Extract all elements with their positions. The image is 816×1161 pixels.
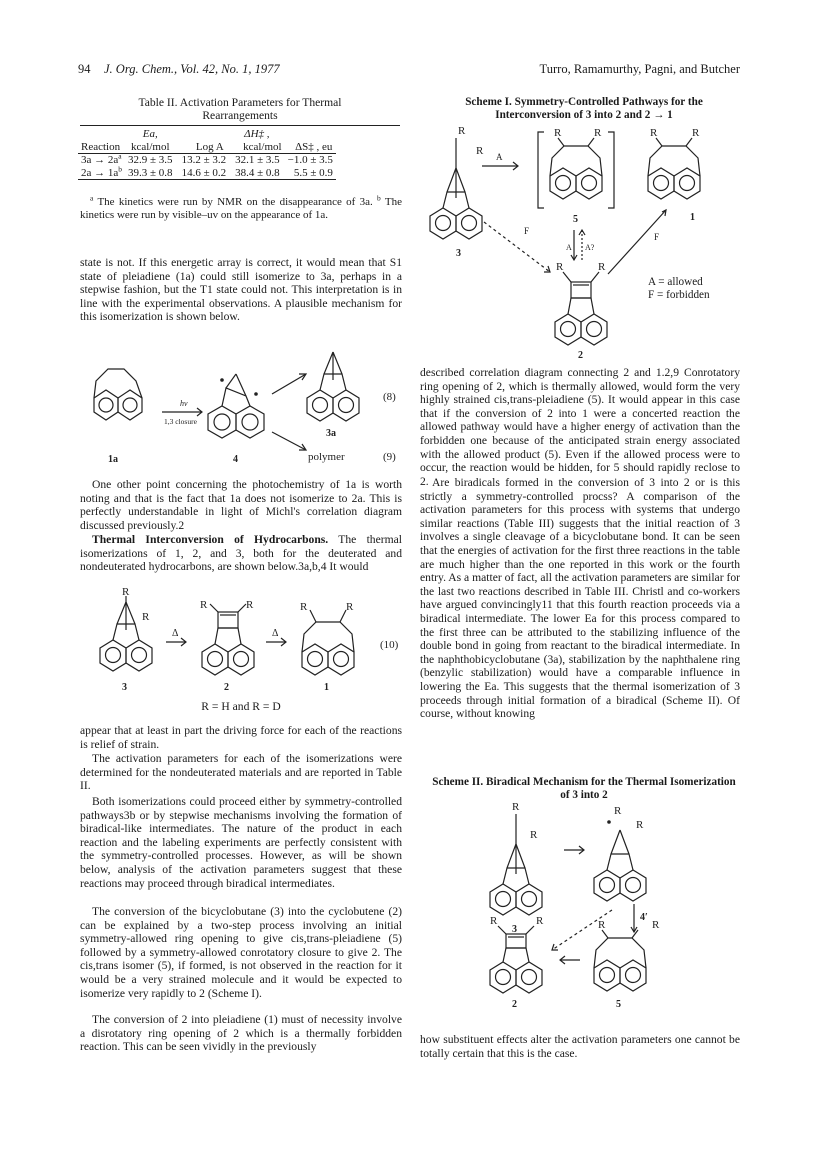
table-row (78, 154, 336, 167)
col-dh-head: ΔH‡ , (244, 128, 270, 140)
substituent-r: R (346, 601, 354, 613)
substituent-r: R (652, 919, 660, 931)
left-para-1: state is not. If this energetic array is correct, it would mean that S1 state of pleiadiene (1a) could still isomerize to 3a, perhaps in a stepwise fashion, but the T1 state could not. This interpretation is in line with the experimental observations. A plausible mechanism for this isomerization is shown below. (80, 256, 402, 324)
left-para-3-text: The thermal isomerizations of 1, 2, and 3, both for the deuterated and nondeuterated hydrocarbons, are shown below.3a,b,4 It would (80, 533, 402, 574)
cell-loga: 13.2 ± 3.2 (181, 154, 227, 166)
table-title-line2: Rearrangements (202, 109, 278, 122)
table-footnotes: $^a$ The kinetics were run by NMR on the disappearance of 3a. $^b$ The kinetics were run by visible–uv on the appearance of 1a. (80, 193, 402, 221)
col-kcal1: kcal/mol (131, 140, 170, 153)
heat-symbol: Δ (172, 628, 179, 639)
substituent-r: R (300, 601, 308, 613)
substituent-r: R (200, 599, 208, 611)
forbidden-label: F (654, 232, 660, 242)
substituent-r: R (594, 127, 602, 139)
section-heading: Thermal Interconversion of Hydrocarbons. (92, 533, 329, 546)
substituent-r: R (554, 127, 562, 139)
right-para-1: described correlation diagram connecting 2 and 1.2,9 Conrotatory ring opening of 2, which is thermally allowed, would form the very highly strained cis,trans-pleiadiene (5). It would appear in this case that if the conversion of 2 into 1 were a concerted reaction the allowed pathway would have a higher energy of activation than the forbidden one because of the anticipated strain energy associated with the allowed product (5). Even if the allowed process were to occur, the reaction would be hidden, for 5 should rapidly reclose to 2. (420, 366, 740, 488)
cell-ea: 39.3 ± 0.8 (128, 166, 173, 179)
legend-allowed: A = allowed (648, 276, 703, 288)
col-reaction: Reaction (81, 140, 121, 153)
cell-reaction: 2a → 1a (81, 166, 119, 179)
right-para-2: Are biradicals formed in the conversion of 3 into 2 or is this strictly a symmetry-controlled procss? A comparison of the activation parameters for this process with systems that undergo similar reactions (Table III) suggests that the initial reaction of 3 involves a single cleavage of a bicyclobutane bond. It can be seen that the energies of activation for the first three reactions in the table are much higher than the one reported in this work or the fourth entry. As a matter of fact, all the activation parameters are similar for the last two reactions described in Table III. Christl and co-workers have argued convincingly11 that this fourth reaction proceeds via a biradical intermediate. The lower Ea for this process compared to the first three can be attributed to the stabilizing influence of the double bond in going from reactant to the biradical intermediate. In the naphthobicyclobutane (3a), stabilization by the naphthalene ring (benzylic stabilization) would have a comparable influence in lowering the Ea. This suggests that the thermal isomerization of 3 proceeds through initial formation of a biradical (Scheme II). Of course, without knowing (420, 476, 740, 721)
journal-citation: J. Org. Chem., Vol. 42, No. 1, 1977 (104, 62, 280, 76)
label-1a: 1a (108, 454, 118, 465)
cell-mark: b (118, 163, 123, 173)
allowed-label: A (566, 243, 572, 252)
structure-3a (307, 352, 359, 421)
label-4-prime: 4′ (640, 912, 648, 923)
cell-ea: 32.9 ± 3.5 (128, 154, 173, 166)
label-3a: 3a (326, 428, 336, 439)
substituent-r: R (246, 599, 254, 611)
equation-8-9-figure (80, 336, 402, 476)
left-para-2: One other point concerning the photochemistry of 1a is worth noting and that is the fact that 1a does not isomerize to 2a. This is perfectly understandable in light of Michl's correlation diagram discussed previously.2 (80, 478, 402, 532)
cell-ds: 5.5 ± 0.9 (293, 166, 333, 179)
scheme-1-title: Scheme I. Symmetry-Controlled Pathways for the Interconversion of 3 into 2 and 2 → 1 (465, 96, 703, 121)
page-number: 94 (78, 62, 91, 76)
uncertain-mark: ? (590, 243, 595, 252)
left-para-5: The activation parameters for each of the isomerizations were determined for the nondeuterated materials and are reported in Table II. (80, 752, 402, 793)
hv-label: hν (180, 399, 188, 408)
label-2: 2 (512, 999, 517, 1010)
label-3: 3 (122, 682, 127, 693)
equation-10-figure (80, 586, 402, 698)
legend-forbidden: F = forbidden (648, 289, 710, 301)
left-para-4: appear that at least in part the driving force for each of the reactions is relief of strain. (80, 724, 402, 751)
left-para-3 (80, 533, 402, 574)
substituent-r: R (490, 915, 498, 927)
structure-1 (648, 138, 700, 199)
structure-1 (302, 610, 354, 675)
substituent-r: R (458, 125, 466, 137)
allowed-label: A (496, 152, 503, 162)
cell-mark: a (118, 151, 122, 161)
cell-reaction: 3a → 2a (81, 154, 119, 166)
equation-number-9: (9) (383, 451, 396, 463)
substituent-r: R (614, 805, 622, 817)
table-rule-top (80, 125, 400, 126)
substituent-r: R (650, 127, 658, 139)
label-1: 1 (690, 212, 695, 223)
table-title-line1: Table II. Activation Parameters for Thermal (138, 96, 342, 109)
scheme-1-figure (420, 122, 742, 360)
scheme-2-figure (464, 800, 704, 1010)
allowed-label: A (585, 243, 591, 252)
substituent-r: R (692, 127, 700, 139)
structure-2 (202, 604, 254, 675)
label-2: 2 (578, 350, 583, 360)
forbidden-label: F (524, 226, 530, 236)
col-loga: Log A (195, 140, 224, 153)
footnote-b: The kinetics were run by visible–uv on the appearance of 1a. (80, 196, 402, 221)
substituent-r: R (636, 819, 644, 831)
cell-loga: 14.6 ± 0.2 (181, 166, 227, 179)
structure-1a (94, 369, 142, 420)
table-row (78, 167, 336, 180)
equation-number-8: (8) (383, 391, 396, 403)
scheme-1-legend (648, 276, 710, 302)
footnote-a: The kinetics were run by NMR on the disappearance of 3a. (97, 196, 373, 208)
col-ds: ΔS‡ , eu (295, 140, 333, 153)
equation-number-10: (10) (380, 639, 399, 651)
substituent-r: R (556, 261, 564, 273)
heat-symbol: Δ (272, 628, 279, 639)
substituent-legend: R = H and R = D (201, 700, 281, 713)
structure-4-prime (594, 830, 646, 901)
label-5: 5 (616, 999, 621, 1010)
right-para-3: how substituent effects alter the activation parameters one cannot be totally certain that this is the case. (420, 1033, 740, 1060)
substituent-r: R (536, 915, 544, 927)
structure-2 (555, 272, 607, 345)
running-authors: Turro, Ramamurthy, Pagni, and Butcher (539, 62, 740, 76)
structure-5 (550, 138, 602, 199)
substituent-r: R (530, 829, 538, 841)
col-ea-head: Ea, (142, 128, 158, 140)
left-para-6: Both isomerizations could proceed either by symmetry-controlled pathways3b or by stepwise mechanisms involving the formation of biradical-like intermediates. The nature of the product in each reaction and the labeling experiments are perfectly consistent with the symmetry-controlled processes. However, as will be shown below, analysis of the activation parameters suggest that these reactions may proceed through biradical intermediates. (80, 795, 402, 890)
label-5: 5 (573, 214, 578, 225)
label-3: 3 (456, 248, 461, 259)
label-polymer: polymer (308, 451, 345, 463)
structure-3 (430, 138, 482, 239)
structure-5 (594, 930, 646, 991)
label-2: 2 (224, 682, 229, 693)
cell-dh: 38.4 ± 0.8 (235, 166, 280, 179)
table-title (80, 96, 400, 122)
cell-dh: 32.1 ± 3.5 (235, 154, 280, 166)
closure-label: 1,3 closure (164, 417, 197, 426)
substituent-r: R (598, 261, 606, 273)
substituent-r: R (512, 801, 520, 813)
structure-2 (490, 926, 542, 993)
substituent-r: R (142, 611, 150, 623)
svg-text:A? (585, 243, 595, 252)
col-kcal2: kcal/mol (243, 140, 282, 153)
scheme-2-title: Scheme II. Biradical Mechanism for the Thermal Isomerization of 3 into 2 (432, 776, 736, 801)
substituent-r: R (122, 586, 130, 598)
substituent-r: R (476, 145, 484, 157)
substituent-r: R (598, 919, 606, 931)
structure-3 (100, 596, 152, 671)
left-para-7: The conversion of the bicyclobutane (3) into the cyclobutene (2) can be explained by a two-step process involving an initial symmetry-allowed ring opening to give cis,trans-pleiadiene (5) followed by a symmetry-allowed conrotatory closure to give 2. The cis,trans isomer (5), if formed, is not observed in the reaction for it would be a very strained molecule and it would be expected to isomerize very rapidly to 2 (Scheme I). (80, 905, 402, 1000)
label-3: 3 (512, 924, 517, 935)
label-1: 1 (324, 682, 329, 693)
activation-table (78, 128, 336, 180)
structure-4 (208, 374, 264, 438)
cell-ds: −1.0 ± 3.5 (287, 154, 333, 166)
label-4: 4 (233, 454, 238, 465)
left-para-8: The conversion of 2 into pleiadiene (1) must of necessity involve a disrotatory ring opening of 2 which is a thermally forbidden reaction. This can be seen vividly in the previously (80, 1013, 402, 1054)
